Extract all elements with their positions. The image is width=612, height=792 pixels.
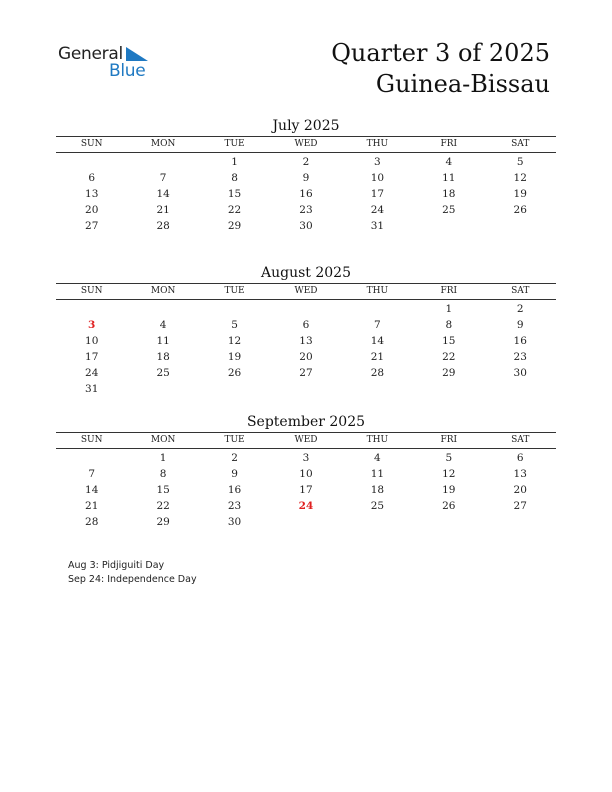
day-cell: 9 — [231, 468, 238, 480]
day-cell: 10 — [299, 468, 313, 480]
day-cell: 4 — [159, 319, 167, 331]
week-row — [56, 450, 556, 466]
day-cell: 17 — [370, 188, 385, 200]
day-cell: 5 — [231, 319, 238, 331]
month-title: August 2025 — [261, 265, 351, 281]
day-cell: 20 — [85, 204, 99, 216]
weekday-label: FRI — [440, 286, 458, 296]
day-cell: 5 — [445, 452, 453, 464]
day-cell — [342, 301, 413, 317]
weekday-label: SUN — [80, 286, 103, 296]
day-cell: 8 — [231, 172, 238, 184]
weekday-label: SUN — [80, 139, 103, 149]
week-row — [56, 365, 556, 381]
day-cell: 11 — [370, 468, 385, 480]
day-cell: 27 — [513, 500, 527, 512]
day-cell: 10 — [370, 172, 385, 184]
day-cell: 2 — [516, 303, 524, 315]
day-cell: 6 — [302, 319, 310, 331]
day-cell: 16 — [513, 335, 527, 347]
day-cell: 21 — [85, 500, 99, 512]
day-cell — [413, 381, 484, 397]
weekday-label: THU — [366, 286, 389, 296]
weekday-label: THU — [366, 435, 389, 445]
day-cell — [485, 514, 556, 530]
day-cell: 1 — [445, 303, 453, 315]
day-cell: 26 — [227, 367, 242, 379]
day-cell: 25 — [156, 367, 170, 379]
week-row — [56, 317, 556, 333]
day-cell: 27 — [299, 367, 313, 379]
day-cell — [56, 301, 127, 317]
day-cell: 12 — [442, 468, 456, 480]
day-cell: 12 — [513, 172, 527, 184]
day-cell — [56, 450, 127, 466]
day-cell: 6 — [88, 172, 96, 184]
weekday-label: MON — [150, 435, 176, 445]
week-row — [56, 186, 556, 202]
day-cell: 30 — [299, 220, 313, 232]
weekday-label: THU — [366, 139, 389, 149]
day-cell: 18 — [156, 351, 170, 363]
logo-triangle-icon — [126, 47, 148, 61]
day-cell: 3 — [302, 452, 310, 464]
day-cell: 31 — [85, 383, 99, 395]
day-cell: 11 — [156, 335, 170, 347]
title-country: Guinea-Bissau — [375, 70, 550, 98]
day-cell: 19 — [513, 188, 527, 200]
day-cell: 30 — [227, 516, 242, 528]
logo-general-text: General — [58, 44, 123, 64]
weekday-label: FRI — [440, 139, 458, 149]
week-row — [56, 333, 556, 349]
weekday-label: MON — [150, 286, 176, 296]
week-row — [56, 381, 556, 397]
day-cell: 26 — [442, 500, 456, 512]
weekday-label: WED — [294, 139, 318, 149]
month-july — [56, 116, 556, 234]
weekday-header — [56, 432, 556, 449]
day-cell: 29 — [227, 220, 242, 232]
day-cell: 15 — [442, 335, 456, 347]
day-cell: 28 — [156, 220, 170, 232]
day-cell: 1 — [231, 156, 238, 168]
day-cell: 11 — [442, 172, 456, 184]
day-cell: 23 — [299, 204, 313, 216]
day-cell — [413, 218, 484, 234]
day-cell — [270, 381, 341, 397]
day-cell — [127, 301, 198, 317]
weekday-label: TUE — [224, 139, 245, 149]
week-row — [56, 466, 556, 482]
day-cell: 1 — [159, 452, 167, 464]
day-cell: 15 — [156, 484, 170, 496]
holiday-note: Aug 3: Pidjiguiti Day — [68, 560, 165, 571]
day-cell: 18 — [370, 484, 385, 496]
day-cell: 18 — [442, 188, 456, 200]
day-cell: 17 — [299, 484, 313, 496]
day-cell — [127, 381, 198, 397]
day-cell: 3 — [374, 156, 381, 168]
month-august — [56, 263, 556, 397]
day-cell — [56, 154, 127, 170]
day-cell: 13 — [85, 188, 99, 200]
week-row — [56, 349, 556, 365]
day-cell: 28 — [85, 516, 99, 528]
logo — [58, 44, 158, 82]
day-cell: 20 — [513, 484, 527, 496]
week-row — [56, 482, 556, 498]
day-cell: 2 — [302, 156, 310, 168]
day-cell: 20 — [299, 351, 313, 363]
day-cell: 31 — [370, 220, 385, 232]
day-cell — [485, 381, 556, 397]
weekday-label: MON — [150, 139, 176, 149]
day-cell: 28 — [370, 367, 385, 379]
day-cell: 26 — [513, 204, 527, 216]
weekday-label: WED — [294, 435, 318, 445]
day-cell: 13 — [513, 468, 527, 480]
day-cell: 30 — [513, 367, 527, 379]
weekday-label: FRI — [440, 435, 458, 445]
day-cell: 4 — [445, 156, 453, 168]
day-cell: 14 — [85, 484, 99, 496]
day-cell — [199, 301, 270, 317]
day-cell: 25 — [442, 204, 456, 216]
day-cell — [342, 381, 413, 397]
day-cell: 8 — [445, 319, 453, 331]
day-cell: 24 — [370, 204, 385, 216]
weekday-label: SAT — [511, 286, 530, 296]
day-cell: 25 — [370, 500, 385, 512]
day-cell: 24 — [85, 367, 99, 379]
day-cell — [342, 514, 413, 530]
day-cell: 12 — [227, 335, 242, 347]
day-cell: 7 — [374, 319, 381, 331]
day-cell: 14 — [156, 188, 170, 200]
day-cell: 17 — [85, 351, 99, 363]
holiday-day-cell: 3 — [88, 319, 96, 331]
holiday-notes — [68, 559, 197, 587]
day-cell: 9 — [516, 319, 524, 331]
holiday-note: Sep 24: Independence Day — [68, 574, 197, 585]
day-cell: 2 — [231, 452, 238, 464]
month-september — [56, 412, 556, 530]
day-cell: 22 — [442, 351, 456, 363]
day-cell: 10 — [85, 335, 99, 347]
week-row — [56, 301, 556, 317]
day-cell: 21 — [370, 351, 385, 363]
weekday-label: SAT — [511, 139, 530, 149]
day-cell: 13 — [299, 335, 313, 347]
day-cell: 4 — [374, 452, 381, 464]
title-quarter: Quarter 3 of 2025 — [331, 39, 550, 67]
week-row — [56, 218, 556, 234]
day-cell: 21 — [156, 204, 170, 216]
week-row — [56, 154, 556, 170]
month-title: September 2025 — [246, 414, 366, 430]
month-title: July 2025 — [272, 118, 340, 134]
day-cell: 14 — [370, 335, 385, 347]
day-cell — [485, 218, 556, 234]
weekday-header — [56, 136, 556, 153]
week-row — [56, 514, 556, 530]
day-cell: 27 — [85, 220, 99, 232]
day-cell — [199, 381, 270, 397]
weekday-header — [56, 283, 556, 300]
page-title — [331, 38, 550, 100]
day-cell: 16 — [299, 188, 313, 200]
day-cell: 19 — [442, 484, 456, 496]
day-cell: 7 — [88, 468, 96, 480]
day-cell: 16 — [227, 484, 242, 496]
holiday-day-cell: 24 — [298, 500, 314, 512]
week-row — [56, 202, 556, 218]
day-cell: 15 — [227, 188, 242, 200]
day-cell: 23 — [513, 351, 527, 363]
day-cell — [127, 154, 198, 170]
day-cell: 22 — [227, 204, 242, 216]
weekday-label: TUE — [224, 286, 245, 296]
day-cell: 6 — [516, 452, 524, 464]
week-row — [56, 498, 556, 514]
day-cell — [270, 301, 341, 317]
day-cell: 7 — [159, 172, 167, 184]
day-cell: 5 — [516, 156, 524, 168]
day-cell — [270, 514, 341, 530]
day-cell: 19 — [227, 351, 242, 363]
day-cell: 29 — [156, 516, 170, 528]
day-cell — [413, 514, 484, 530]
weekday-label: TUE — [224, 435, 245, 445]
weekday-label: SUN — [80, 435, 103, 445]
weekday-label: WED — [294, 286, 318, 296]
day-cell: 29 — [442, 367, 456, 379]
day-cell: 22 — [156, 500, 170, 512]
day-cell: 23 — [227, 500, 242, 512]
day-cell: 8 — [159, 468, 167, 480]
week-row — [56, 170, 556, 186]
day-cell: 9 — [302, 172, 310, 184]
weekday-label: SAT — [511, 435, 530, 445]
logo-blue-text: Blue — [109, 61, 146, 81]
